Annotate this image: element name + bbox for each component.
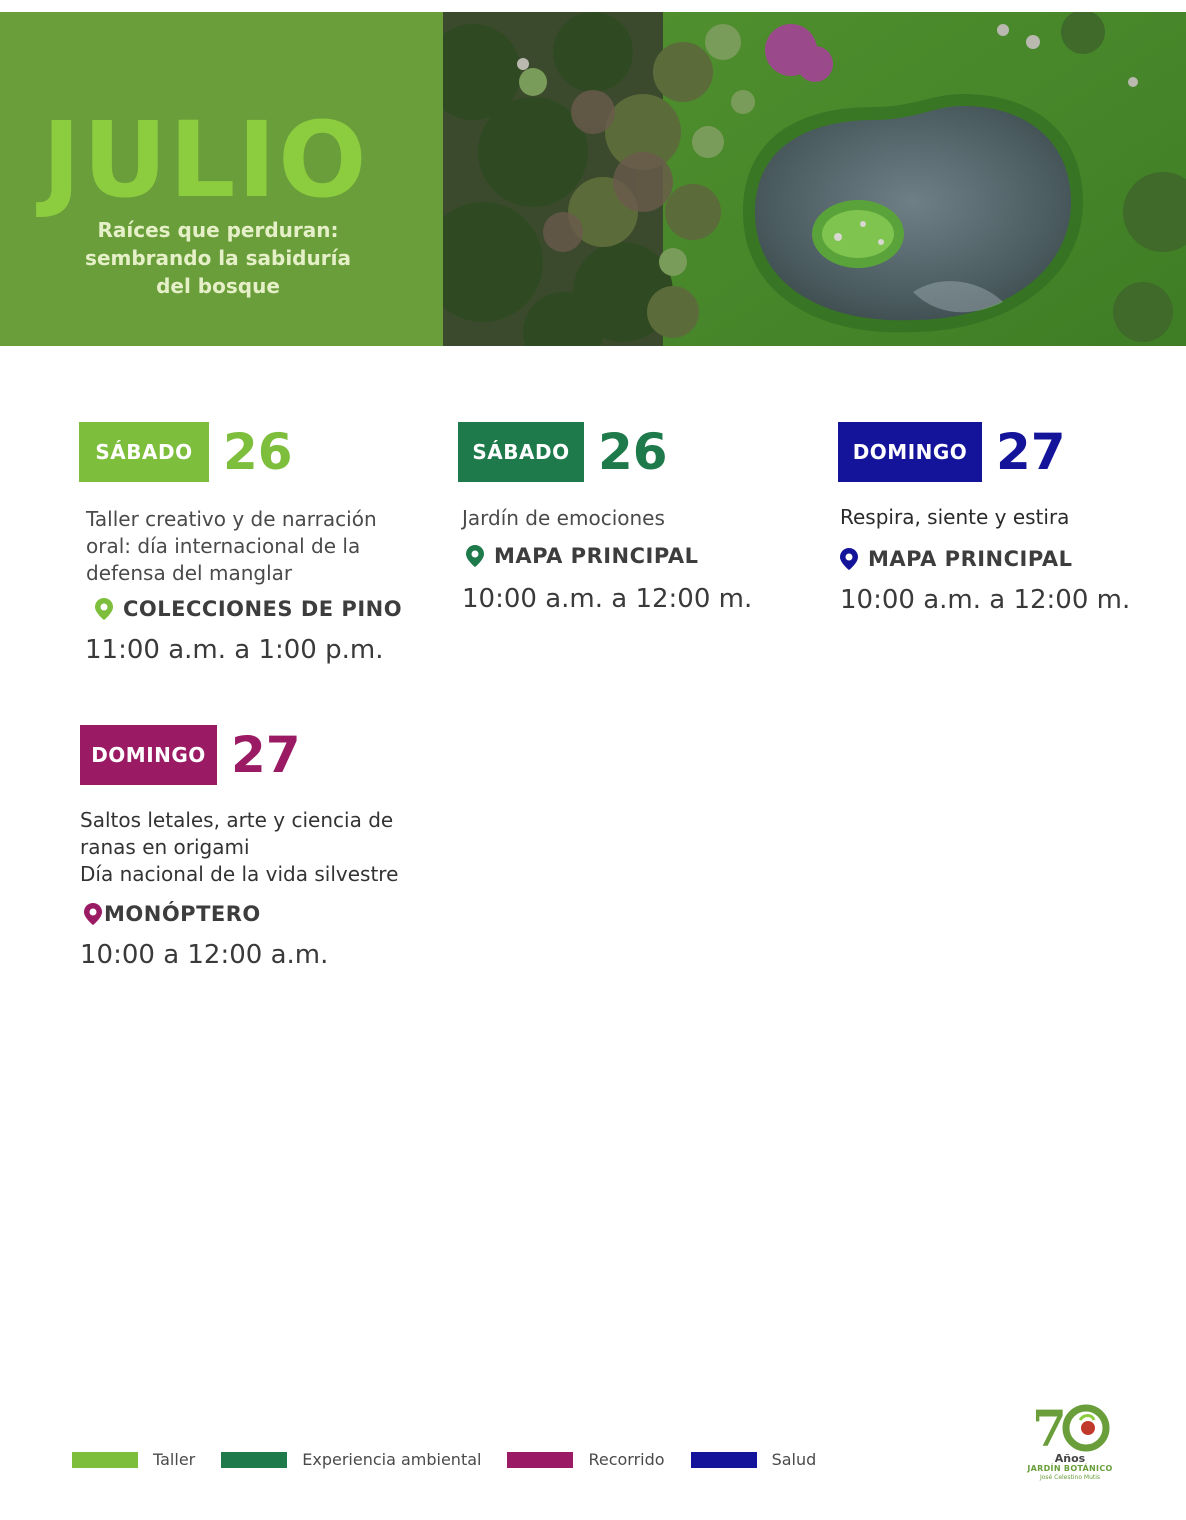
legend-label: Taller bbox=[153, 1450, 196, 1469]
event-title: Respira, siente y estira bbox=[840, 505, 1070, 529]
legend-label: Experiencia ambiental bbox=[302, 1450, 482, 1469]
legend-swatch bbox=[691, 1452, 757, 1468]
event-location bbox=[840, 547, 1158, 571]
event-card bbox=[80, 725, 440, 970]
event-location bbox=[84, 902, 440, 926]
event-date-row bbox=[79, 422, 419, 482]
legend-item-recorrido bbox=[507, 1450, 664, 1469]
day-tag: DOMINGO bbox=[80, 725, 217, 785]
map-pin-icon bbox=[840, 548, 858, 570]
event-time: 10:00 a.m. a 12:00 m. bbox=[462, 584, 753, 614]
svg-text:7: 7 bbox=[1032, 1399, 1067, 1454]
logo-years-text: Años bbox=[1054, 1452, 1086, 1465]
event-card bbox=[79, 422, 419, 665]
header-title-panel bbox=[0, 12, 443, 346]
day-tag: DOMINGO bbox=[838, 422, 982, 482]
day-number: 26 bbox=[223, 423, 293, 481]
aerial-garden-photo bbox=[443, 12, 1186, 346]
legend-item-taller bbox=[72, 1450, 195, 1469]
legend-item-salud bbox=[691, 1450, 817, 1469]
legend-swatch bbox=[221, 1452, 287, 1468]
event-card bbox=[458, 422, 798, 614]
event-title: Jardín de emociones bbox=[462, 506, 665, 530]
legend-swatch bbox=[507, 1452, 573, 1468]
map-pin-icon bbox=[95, 598, 113, 620]
legend-item-experiencia-ambiental bbox=[221, 1450, 481, 1469]
legend-label: Salud bbox=[771, 1450, 817, 1469]
map-pin-icon bbox=[84, 903, 102, 925]
day-number: 27 bbox=[996, 423, 1066, 481]
event-time: 10:00 a 12:00 a.m. bbox=[80, 940, 329, 970]
month-title: JULIO bbox=[42, 99, 369, 221]
event-location-label: COLECCIONES DE PINO bbox=[123, 597, 403, 621]
legend-label: Recorrido bbox=[588, 1450, 665, 1469]
map-pin-icon bbox=[466, 545, 484, 567]
event-location bbox=[95, 597, 419, 621]
event-title: Saltos letales, arte y ciencia de ranas en origami Día nacional de la vida silvestre bbox=[80, 808, 399, 886]
event-time: 11:00 a.m. a 1:00 p.m. bbox=[85, 635, 384, 665]
header-banner bbox=[0, 12, 1186, 346]
day-number: 26 bbox=[598, 423, 668, 481]
category-legend bbox=[72, 1450, 842, 1469]
seventy-years-emblem-icon bbox=[1020, 1398, 1120, 1454]
legend-swatch bbox=[72, 1452, 138, 1468]
event-location-label: MONÓPTERO bbox=[104, 902, 261, 926]
logo-institution-name: JARDÍN BOTÁNICO bbox=[1027, 1464, 1113, 1473]
event-location bbox=[466, 544, 798, 568]
anniversary-logo bbox=[1020, 1398, 1130, 1488]
event-time: 10:00 a.m. a 12:00 m. bbox=[840, 585, 1131, 615]
event-card bbox=[838, 422, 1158, 615]
month-subtitle: Raíces que perduran: sembrando la sabiduría del bosque bbox=[85, 218, 351, 298]
day-tag: SÁBADO bbox=[79, 422, 209, 482]
logo-person-name: José Celestino Mutis bbox=[1039, 1474, 1101, 1481]
event-location-label: MAPA PRINCIPAL bbox=[868, 547, 1073, 571]
aerial-garden-illustration bbox=[443, 12, 1186, 346]
day-number: 27 bbox=[231, 726, 301, 784]
event-title: Taller creativo y de narración oral: día internacional de la defensa del manglar bbox=[86, 507, 377, 585]
event-date-row bbox=[838, 422, 1158, 482]
event-location-label: MAPA PRINCIPAL bbox=[494, 544, 699, 568]
event-date-row bbox=[458, 422, 798, 482]
event-date-row bbox=[80, 725, 440, 785]
day-tag: SÁBADO bbox=[458, 422, 584, 482]
